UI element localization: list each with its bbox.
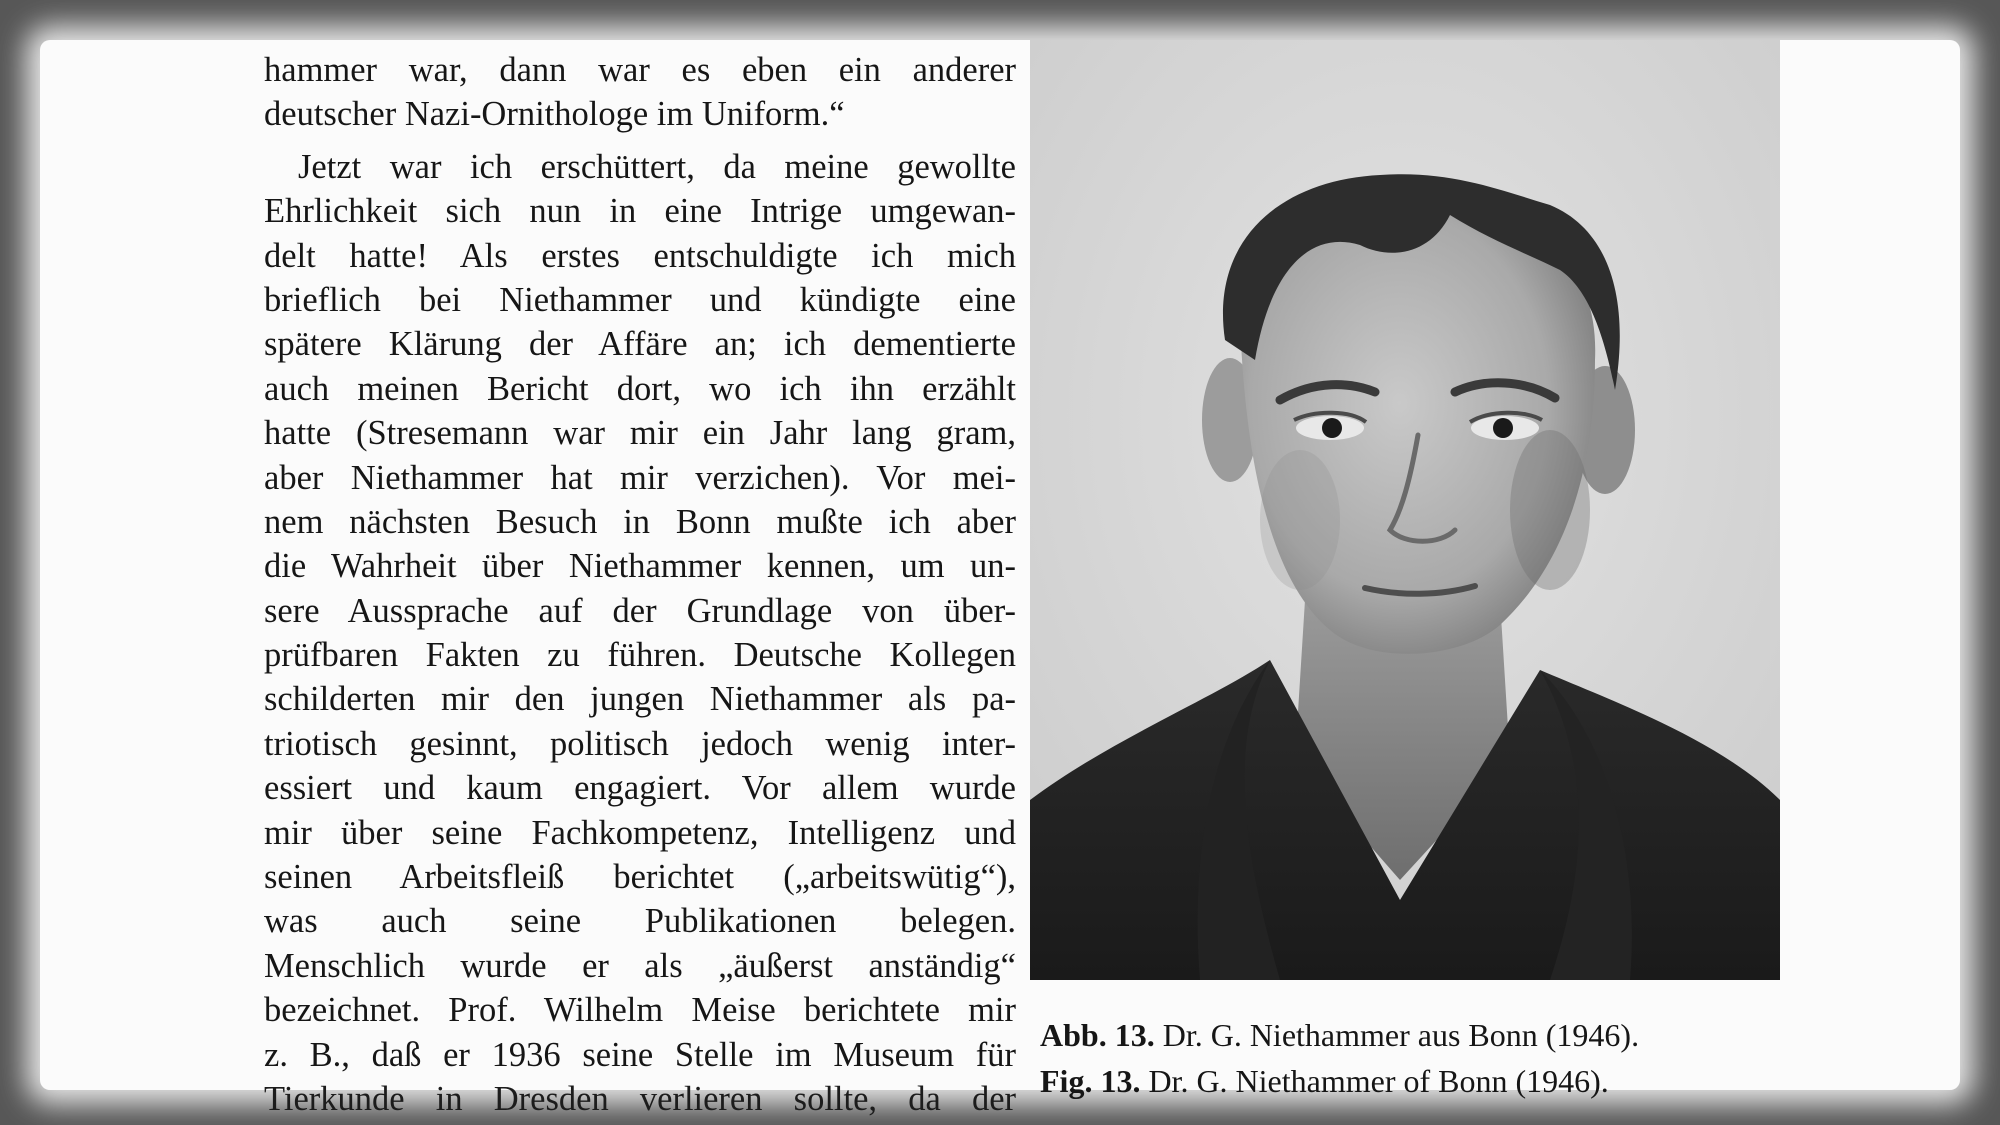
text-line: aber Niethammer hat mir verzichen). Vor mei-	[264, 458, 1016, 497]
caption-english-text: Dr. G. Niethammer of Bonn (1946).	[1140, 1063, 1609, 1099]
text-line: was auch seine Publikationen belegen.	[264, 902, 1016, 941]
text-line: z. B., daß er 1936 seine Stelle im Museum für	[264, 1035, 1016, 1074]
caption-english-label: Fig. 13.	[1040, 1063, 1141, 1099]
text-line: deutscher Nazi-Ornithologe im Uniform.“	[264, 95, 845, 134]
text-line: delt hatte! Als erstes entschuldigte ich mich	[264, 236, 1016, 275]
caption-german	[1040, 1012, 1800, 1058]
text-line: hatte (Stresemann war mir ein Jahr lang gram,	[264, 414, 1016, 453]
text-line: schilderten mir den jungen Niethammer als pa-	[264, 680, 1016, 719]
text-line: prüfbaren Fakten zu führen. Deutsche Kollegen	[264, 636, 1016, 675]
body-text-column	[264, 48, 1016, 1118]
caption-german-text: Dr. G. Niethammer aus Bonn (1946).	[1154, 1017, 1640, 1053]
portrait-photo-icon	[1030, 40, 1780, 980]
text-line: mir über seine Fachkompetenz, Intelligenz und	[264, 813, 1016, 852]
text-line: brieflich bei Niethammer und kündigte eine	[264, 280, 1016, 319]
text-line: essiert und kaum engagiert. Vor allem wurde	[264, 769, 1016, 808]
text-line: auch meinen Bericht dort, wo ich ihn erzählt	[264, 369, 1016, 408]
caption-english	[1040, 1058, 1800, 1099]
caption-german-label: Abb. 13.	[1040, 1017, 1155, 1053]
text-line: Jetzt war ich erschüttert, da meine gewollte	[298, 147, 1016, 186]
text-line: Ehrlichkeit sich nun in eine Intrige umgewan-	[264, 192, 1016, 231]
text-line: seinen Arbeitsfleiß berichtet („arbeitswütig“),	[264, 858, 1016, 897]
text-line-partial: Tierkunde in Dresden verlieren sollte, da der	[264, 1079, 1016, 1118]
text-line: sere Aussprache auf der Grundlage von über-	[264, 591, 1016, 630]
portrait-photo	[1030, 40, 1780, 980]
text-line: bezeichnet. Prof. Wilhelm Meise berichtete mir	[264, 991, 1016, 1030]
figure-caption	[1040, 1012, 1800, 1099]
text-line: triotisch gesinnt, politisch jedoch wenig inter-	[264, 724, 1016, 763]
paragraph-gap	[264, 137, 1016, 145]
text-line: hammer war, dann war es eben ein anderer	[264, 51, 1016, 89]
text-line: die Wahrheit über Niethammer kennen, um un-	[264, 547, 1016, 586]
text-line: spätere Klärung der Affäre an; ich dementierte	[264, 325, 1016, 364]
document-page	[40, 40, 1960, 1118]
text-line: Menschlich wurde er als „äußerst anständig“	[264, 946, 1016, 985]
text-line: nem nächsten Besuch in Bonn mußte ich aber	[264, 502, 1016, 541]
